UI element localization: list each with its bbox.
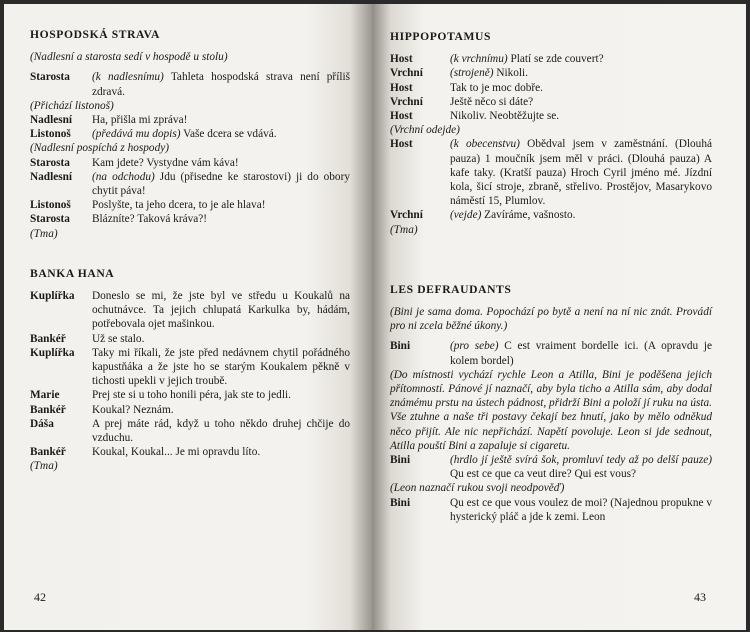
inline-stage-direction: (hrdlo jí ještě svírá šok, promluví tedy až po delší pauze)	[450, 454, 712, 467]
spoken-text: Kam jdete? Vystydne vám káva!	[92, 156, 239, 169]
left-page	[4, 4, 372, 630]
right-page	[372, 4, 746, 630]
stage-direction: (Vrchní odejde)	[390, 124, 460, 137]
dialog-line	[390, 109, 712, 123]
speaker-name: Kuplířka	[30, 290, 75, 303]
page-number-left: 42	[34, 589, 46, 604]
speaker-name: Vrchní	[390, 209, 423, 222]
dialog-line	[30, 127, 350, 141]
dialog-text	[92, 170, 350, 198]
dialog-text	[450, 81, 712, 95]
right-page-content	[390, 30, 712, 524]
spoken-text: Vaše dcera se vdává.	[180, 128, 277, 141]
dialog-line	[30, 198, 350, 212]
spoken-text: Nikoli.	[493, 67, 529, 80]
left-page-content	[30, 28, 350, 474]
scene-title: LES DEFRAUDANTS	[390, 282, 512, 296]
dialog-line	[30, 70, 350, 98]
dialog-line	[390, 52, 712, 66]
dialog-text	[92, 212, 350, 226]
inline-stage-direction: (předává mu dopis)	[92, 128, 181, 141]
dialog-text	[450, 66, 712, 80]
spoken-text: Qu est ce que vous voulez de moi? (Najednou propukne v hysterický pláč a jde k zemi. Leon	[450, 496, 712, 523]
speaker-name: Dáša	[30, 417, 54, 430]
spoken-text: Koukal? Neznám.	[92, 403, 174, 416]
inline-stage-direction: (na odchodu)	[92, 170, 155, 183]
inline-stage-direction: (vejde)	[450, 209, 482, 222]
dialog-text	[92, 346, 350, 389]
dialog-line	[390, 496, 712, 524]
spoken-text: Qu est ce que ca veut dire? Qui est vous?	[450, 468, 637, 481]
scene-title: HOSPODSKÁ STRAVA	[30, 28, 160, 41]
dialog-line	[30, 388, 350, 402]
speaker-name: Nadlesní	[30, 170, 73, 183]
dialog-line	[30, 289, 350, 332]
speaker-name: Bini	[390, 340, 411, 353]
dialog-line	[30, 156, 350, 170]
dialog-text	[92, 445, 350, 459]
spoken-text: Zavíráme, vašnosto.	[481, 209, 576, 222]
stage-direction: (Přichází listonoš)	[30, 99, 114, 112]
dialog-line	[30, 403, 350, 417]
dialog-line	[390, 453, 712, 481]
speaker-name: Bankéř	[30, 332, 66, 345]
speaker-name: Marie	[30, 389, 60, 402]
scene-title: BANKA HANA	[30, 266, 115, 280]
stage-direction: (Leon naznačí rukou svoji neodpověď)	[390, 482, 565, 495]
book-spread	[4, 4, 746, 630]
speaker-name: Nadlesní	[30, 114, 73, 127]
inline-stage-direction: (pro sebe)	[450, 340, 499, 353]
scene-section	[30, 28, 350, 241]
spoken-text: Blázníte? Taková kráva?!	[92, 213, 208, 226]
inline-stage-direction: (k obecenstvu)	[450, 138, 520, 151]
spoken-text: Poslyšte, ta jeho dcera, to je ale hlava!	[92, 199, 266, 212]
dialog-text	[92, 388, 350, 402]
speaker-name: Host	[390, 53, 413, 66]
inline-stage-direction: (k nadlesnímu)	[92, 71, 164, 84]
spoken-text: Koukal, Koukal... Je mi opravdu líto.	[92, 446, 261, 459]
spoken-text: Ještě něco si dáte?	[450, 95, 534, 108]
spoken-text: Prej ste si u toho honili péra, jak ste to jedli.	[92, 389, 291, 402]
scene-intro: (Bini je sama doma. Popochází po bytě a není na ní nic znát. Provádí pro ni zcela běžné úkony.)	[390, 306, 712, 333]
dialog-line	[390, 95, 712, 109]
dialog-text	[92, 332, 350, 346]
speaker-name: Listonoš	[30, 199, 71, 212]
dialog-line	[390, 137, 712, 208]
dialog-line	[390, 339, 712, 367]
dialog-line	[30, 332, 350, 346]
dialog-text	[92, 403, 350, 417]
spoken-text: Jdu (přisedne ke starostovi) ji do obory chytit páva!	[92, 170, 350, 198]
spoken-text: Obědval jsem v zaměstnání. (Dlouhá pauza) 1 moučník jsem měl v práci. (Dlouhá pauza) A kafe taky. (Kratší pauza) Hroch Cyril jméno mé. Jízdní kola, šicí stroje, zbraně, střelivo. Prostějov, Masarykovo náměstí 15, Plumlov.	[450, 138, 712, 208]
dialog-text	[92, 70, 350, 98]
speaker-name: Host	[390, 81, 413, 94]
inline-stage-direction: (k vrchnímu)	[450, 53, 508, 66]
spoken-text: Tak to je moc dobře.	[450, 81, 544, 94]
dialog-text	[92, 417, 350, 445]
speaker-name: Starosta	[30, 156, 70, 169]
scene-section	[390, 30, 712, 237]
page-number-right: 43	[694, 589, 706, 604]
spoken-text: Platí se zde couvert?	[507, 53, 604, 66]
dialog-text	[92, 289, 350, 332]
stage-direction: (Tma)	[30, 460, 58, 473]
speaker-name: Bini	[390, 454, 411, 467]
section-gap	[30, 241, 350, 267]
section-gap	[390, 237, 712, 283]
dialog-line	[30, 113, 350, 127]
stage-direction: (Tma)	[30, 227, 58, 240]
spoken-text: Taky mi říkali, že jste před nedávnem chytil pořádného kapustňáka a že jste ho se starým Koukalem pěkně v tichosti upekli v jejich troubě.	[92, 346, 350, 388]
speaker-name: Listonoš	[30, 128, 71, 141]
spoken-text: Nikoliv. Neobtěžujte se.	[450, 110, 560, 123]
dialog-text	[450, 95, 712, 109]
dialog-line	[390, 81, 712, 95]
stage-direction: (Nadlesní pospíchá z hospody)	[30, 142, 170, 155]
spoken-text: Ha, přišla mi zpráva!	[92, 114, 188, 127]
dialog-text	[92, 156, 350, 170]
dialog-text	[450, 52, 712, 66]
dialog-text	[450, 109, 712, 123]
scene-title: HIPPOPOTAMUS	[390, 30, 492, 43]
speaker-name: Host	[390, 138, 413, 151]
dialog-text	[450, 208, 712, 222]
speaker-name: Vrchní	[390, 95, 423, 108]
speaker-name: Kuplířka	[30, 346, 75, 359]
dialog-line	[390, 208, 712, 222]
dialog-text	[92, 127, 350, 141]
dialog-text	[450, 453, 712, 481]
dialog-line	[30, 346, 350, 389]
scene-section	[390, 283, 712, 524]
dialog-text	[92, 113, 350, 127]
dialog-line	[30, 445, 350, 459]
speaker-name: Bankéř	[30, 403, 66, 416]
dialog-line	[30, 212, 350, 226]
spoken-text: Tahleta hospodská strava není příliš zdravá.	[92, 71, 351, 98]
spoken-text: Doneslo se mi, že jste byl ve středu u Koukalů na ochutnávce. Ta jejich chlupatá Karkulka by, hádám, potřebovala ojet mašinkou.	[92, 290, 350, 331]
dialog-text	[450, 496, 712, 524]
scene-intro: (Nadlesní a starosta sedí v hospodě u stolu)	[30, 51, 228, 64]
dialog-line	[30, 417, 350, 445]
speaker-name: Starosta	[30, 213, 70, 226]
spoken-text: Už se stalo.	[92, 332, 145, 345]
spoken-text: A prej máte rád, když u toho někdo druhej chčije do vzduchu.	[92, 417, 350, 445]
dialog-text	[450, 137, 712, 208]
dialog-text	[450, 339, 712, 367]
inline-stage-direction: (strojeně)	[450, 67, 494, 80]
speaker-name: Bankéř	[30, 446, 66, 459]
dialog-text	[92, 198, 350, 212]
stage-direction: (Do místnosti vychází rychle Leon a Atilla, Bini je poděšena jejich přítomností. Pánové jí naznačí, aby byla ticho a Atilla sám, aby dodal známému prstu na ústech pádnost, přidrží Bini a položí jí ruku na ústa. Vše ztuhne a naše tři postavy čekají bez hnutí, jako by mělo odněkud něco přijít. Ale nic nepřichází. Napětí povoluje. Leon si jde sednout, Atilla pouští Bini a zapaluje si cigaretu.	[390, 368, 712, 452]
speaker-name: Vrchní	[390, 67, 423, 80]
speaker-name: Starosta	[30, 71, 70, 84]
dialog-line	[30, 170, 350, 198]
speaker-name: Bini	[390, 496, 411, 509]
stage-direction: (Tma)	[390, 223, 418, 236]
spoken-text: C est vraiment bordelle ici. (A opravdu je kolem bordel)	[450, 340, 712, 367]
dialog-line	[390, 66, 712, 80]
speaker-name: Host	[390, 110, 413, 123]
scene-section	[30, 267, 350, 474]
